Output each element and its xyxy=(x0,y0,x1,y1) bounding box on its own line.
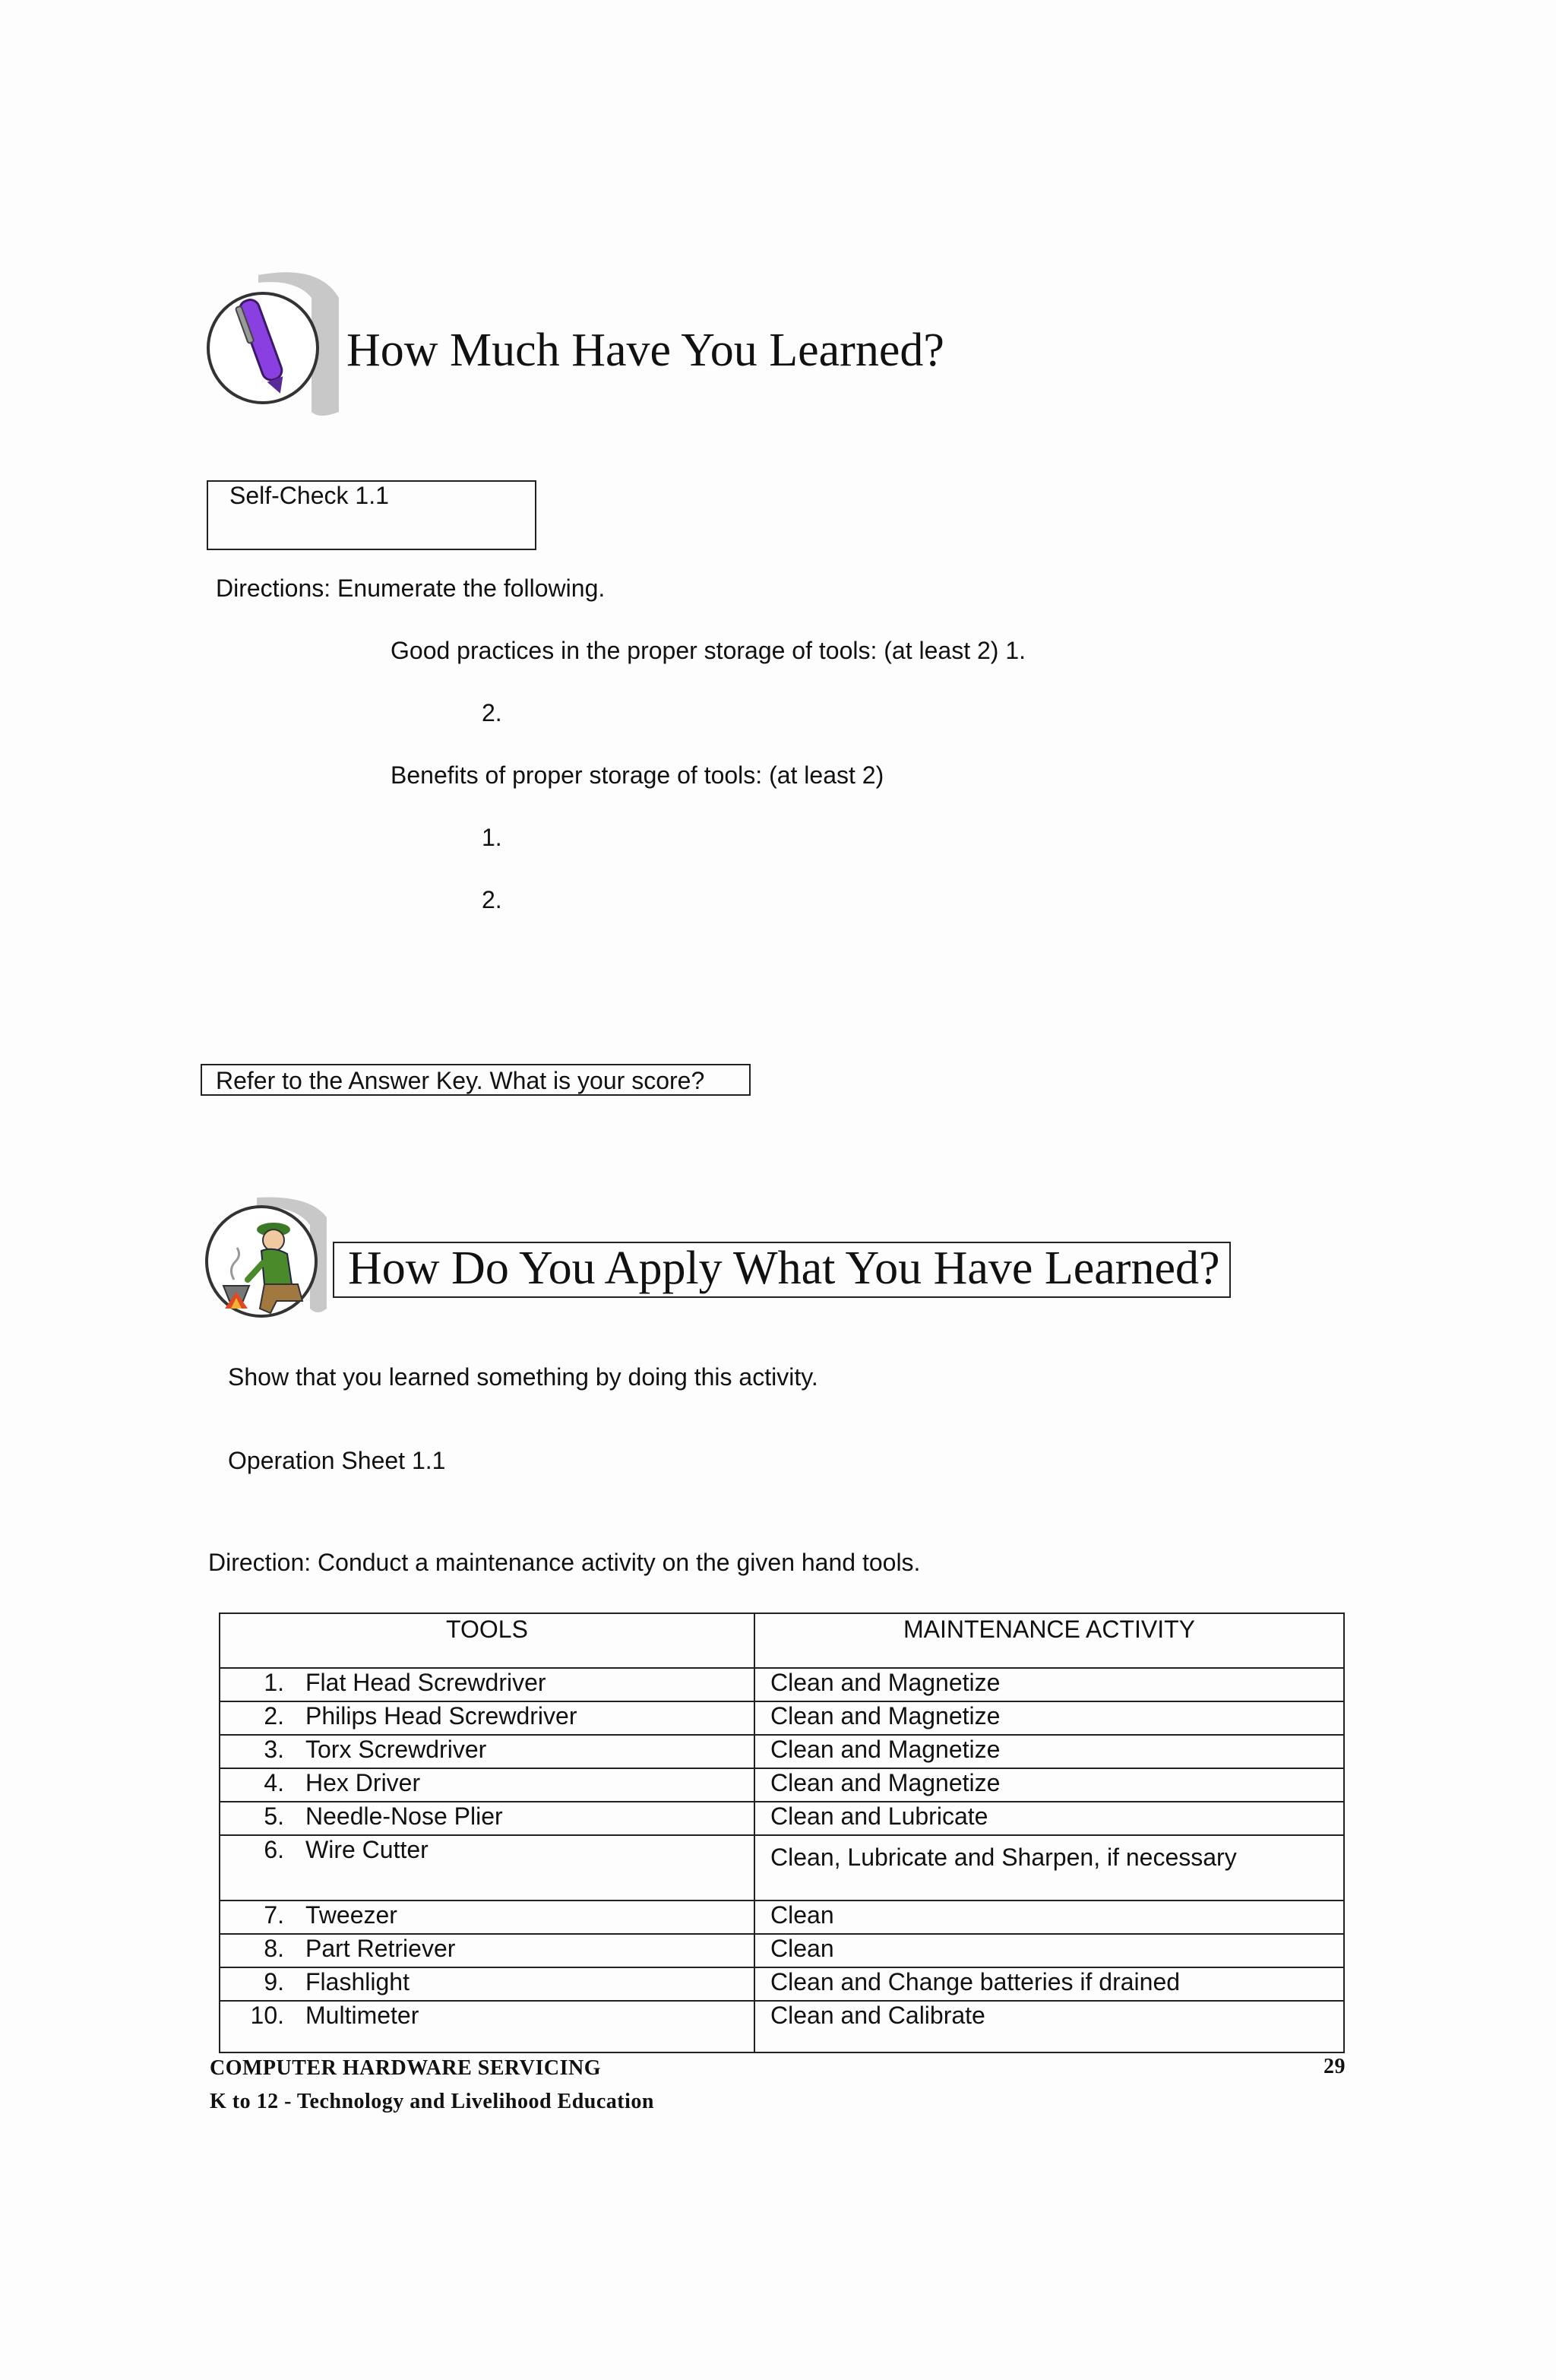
tools-table xyxy=(219,1613,1345,2053)
table-row xyxy=(220,1735,1344,1768)
tool-name: Flat Head Screwdriver xyxy=(305,1669,546,1696)
row-number: 2. xyxy=(264,1702,284,1730)
footer-course: COMPUTER HARDWARE SERVICING xyxy=(210,2056,601,2080)
self-check-box xyxy=(207,480,536,550)
table-row xyxy=(220,2001,1344,2052)
tool-name: Flashlight xyxy=(305,1968,410,1995)
row-number: 4. xyxy=(264,1769,284,1796)
answer-key-prompt: Refer to the Answer Key. What is your score? xyxy=(216,1067,705,1094)
table-row xyxy=(220,1934,1344,1967)
maintenance-activity: Clean and Change batteries if drained xyxy=(770,1968,1181,1995)
pen-icon xyxy=(205,267,342,419)
question2-item1: 1. xyxy=(482,824,502,851)
maintenance-activity: Clean and Magnetize xyxy=(770,1669,1001,1696)
footer-program: K to 12 - Technology and Livelihood Education xyxy=(210,2090,654,2113)
tool-name: Multimeter xyxy=(305,2002,419,2029)
self-check-label: Self-Check 1.1 xyxy=(229,482,389,509)
row-number: 7. xyxy=(264,1901,284,1929)
maintenance-activity: Clean and Lubricate xyxy=(770,1802,988,1830)
row-number: 10. xyxy=(250,2002,284,2029)
question1-prompt: Good practices in the proper storage of tools: (at least 2) 1. xyxy=(391,637,1026,664)
table-row xyxy=(220,1701,1344,1735)
question2-item2: 2. xyxy=(482,886,502,913)
row-number: 6. xyxy=(264,1836,284,1863)
tool-name: Wire Cutter xyxy=(305,1836,429,1863)
question1-item2: 2. xyxy=(482,699,502,726)
tool-name: Needle-Nose Plier xyxy=(305,1802,503,1830)
operation-sheet-label: Operation Sheet 1.1 xyxy=(228,1447,446,1474)
tools-header: TOOLS xyxy=(220,1613,754,1668)
tool-name: Tweezer xyxy=(305,1901,397,1929)
table-row xyxy=(220,1768,1344,1802)
tool-name: Hex Driver xyxy=(305,1769,421,1796)
direction-text: Direction: Conduct a maintenance activity on the given hand tools. xyxy=(208,1549,921,1576)
row-number: 5. xyxy=(264,1802,284,1830)
table-row xyxy=(220,1901,1344,1934)
tool-name: Part Retriever xyxy=(305,1935,456,1962)
question2-prompt: Benefits of proper storage of tools: (at least 2) xyxy=(391,761,884,789)
maintenance-activity: Clean and Magnetize xyxy=(770,1736,1001,1763)
row-number: 3. xyxy=(264,1736,284,1763)
tool-name: Philips Head Screwdriver xyxy=(305,1702,577,1730)
page-number: 29 xyxy=(1324,2055,1346,2078)
maintenance-activity: Clean, Lubricate and Sharpen, if necessary xyxy=(770,1844,1237,1871)
maintenance-activity: Clean and Magnetize xyxy=(770,1769,1001,1796)
directions-text: Directions: Enumerate the following. xyxy=(216,574,606,602)
row-number: 1. xyxy=(264,1669,284,1696)
table-row xyxy=(220,1668,1344,1701)
table-header-row xyxy=(220,1613,1344,1668)
section2-title-box xyxy=(333,1242,1231,1298)
activity-intro: Show that you learned something by doing this activity. xyxy=(228,1363,818,1391)
row-number: 9. xyxy=(264,1968,284,1995)
section2-title: How Do You Apply What You Have Learned? xyxy=(348,1242,1220,1294)
tool-name: Torx Screwdriver xyxy=(305,1736,487,1763)
maintenance-activity-header: MAINTENANCE ACTIVITY xyxy=(754,1613,1344,1668)
row-number: 8. xyxy=(264,1935,284,1962)
maintenance-activity: Clean and Magnetize xyxy=(770,1702,1001,1730)
maintenance-activity: Clean xyxy=(770,1901,834,1929)
maintenance-activity: Clean xyxy=(770,1935,834,1962)
maintenance-activity: Clean and Calibrate xyxy=(770,2002,985,2029)
table-row xyxy=(220,1967,1344,2001)
table-row xyxy=(220,1835,1344,1901)
answer-key-box xyxy=(201,1064,751,1096)
table-row xyxy=(220,1802,1344,1835)
camper-cooking-icon xyxy=(204,1195,333,1331)
section1-title: How Much Have You Learned? xyxy=(346,324,944,376)
